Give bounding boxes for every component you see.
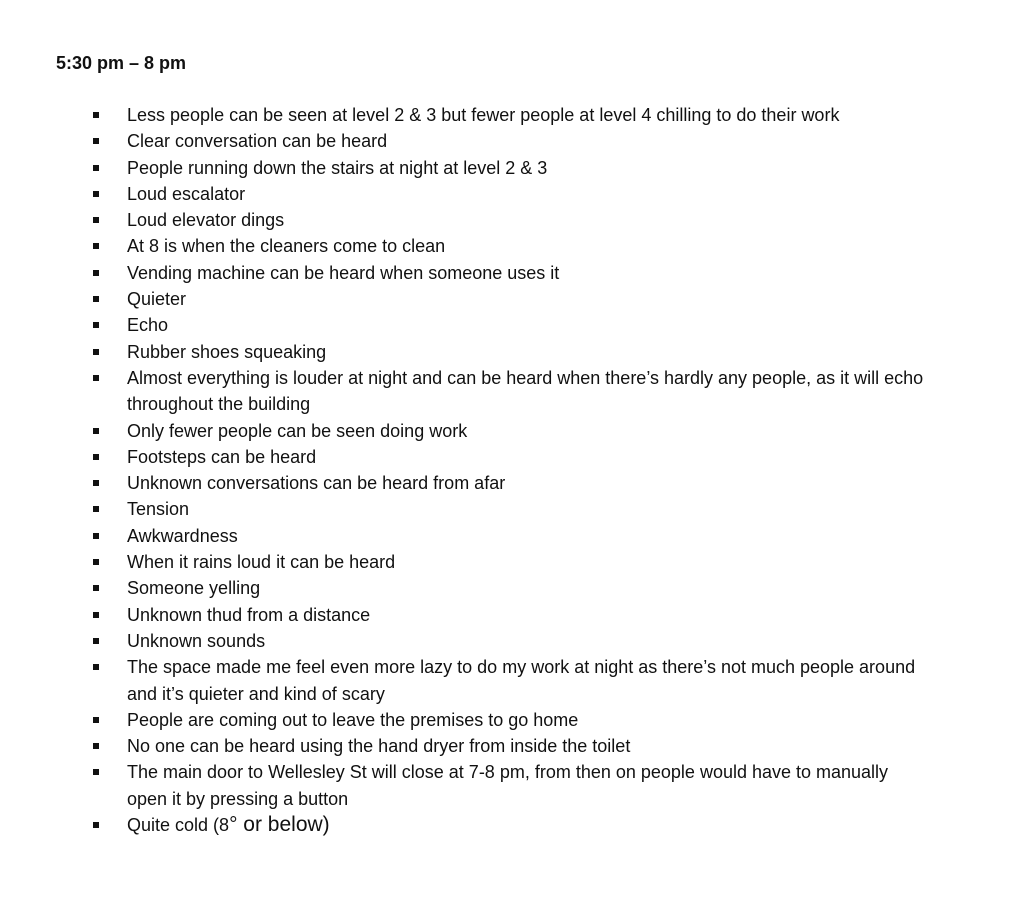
square-bullet-icon [93, 638, 99, 644]
list-item [90, 128, 930, 154]
square-bullet-icon [93, 428, 99, 434]
list-item-text: Clear conversation can be heard [127, 131, 388, 152]
square-bullet-icon [93, 112, 99, 118]
list-item-text: The main door to Wellesley St will close at 7-8 pm, from then on people would have to manually open it by pressing a button [127, 762, 889, 809]
list-item [90, 181, 930, 207]
list-item-text: Quieter [127, 289, 187, 310]
list-item [90, 733, 930, 759]
list-item-text: Awkwardness [127, 525, 238, 546]
list-item [90, 628, 930, 654]
square-bullet-icon [93, 664, 99, 670]
list-item [90, 312, 930, 338]
list-item [90, 233, 930, 259]
list-item [90, 418, 930, 444]
square-bullet-icon [93, 533, 99, 539]
list-item-text: Echo [127, 315, 169, 336]
list-item-text: Unknown sounds [127, 630, 266, 651]
list-item-text: Footsteps can be heard [127, 446, 317, 467]
list-item [90, 155, 930, 181]
square-bullet-icon [93, 506, 99, 512]
list-item [90, 102, 930, 128]
list-item [90, 444, 930, 470]
temperature-note-prefix: Quite cold (8 [127, 815, 230, 836]
observation-list [90, 102, 930, 838]
square-bullet-icon [93, 769, 99, 775]
list-item [90, 707, 930, 733]
list-item-text: Unknown conversations can be heard from afar [127, 473, 506, 494]
list-item-text: Tension [127, 499, 190, 520]
list-item-text: Loud elevator dings [127, 210, 285, 231]
list-item [90, 549, 930, 575]
square-bullet-icon [93, 296, 99, 302]
square-bullet-icon [93, 138, 99, 144]
page-title: 5:30 pm – 8 pm [56, 53, 187, 73]
temperature-note-suffix: ° or below) [229, 813, 330, 837]
square-bullet-icon [93, 822, 99, 828]
list-item [90, 365, 930, 418]
list-item-text: Less people can be seen at level 2 & 3 but fewer people at level 4 chilling to do their work [127, 105, 840, 125]
list-item-text: Almost everything is louder at night and can be heard when there’s hardly any people, as it will echo throughout the building [127, 367, 924, 415]
square-bullet-icon [93, 191, 99, 197]
square-bullet-icon [93, 559, 99, 565]
square-bullet-icon [93, 349, 99, 355]
list-item [90, 654, 930, 707]
list-item-text: No one can be heard using the hand dryer from inside the toilet [127, 736, 631, 757]
list-item [90, 575, 930, 601]
list-item-temperature [90, 812, 930, 838]
square-bullet-icon [93, 217, 99, 223]
square-bullet-icon [93, 165, 99, 171]
list-item-text: People are coming out to leave the premises to go home [127, 709, 579, 730]
list-item [90, 602, 930, 628]
list-item-text: At 8 is when the cleaners come to clean [127, 236, 446, 257]
square-bullet-icon [93, 480, 99, 486]
square-bullet-icon [93, 375, 99, 381]
square-bullet-icon [93, 585, 99, 591]
list-item-text: People running down the stairs at night at level 2 & 3 [127, 157, 548, 178]
list-item-text [127, 812, 930, 838]
square-bullet-icon [93, 322, 99, 328]
list-item-text: Loud escalator [127, 183, 246, 204]
list-item [90, 339, 930, 365]
square-bullet-icon [93, 454, 99, 460]
square-bullet-icon [93, 243, 99, 249]
list-item [90, 470, 930, 496]
list-item-text: Only fewer people can be seen doing work [127, 420, 468, 441]
list-item [90, 523, 930, 549]
square-bullet-icon [93, 743, 99, 749]
list-item-text: Vending machine can be heard when someone uses it [127, 262, 560, 283]
square-bullet-icon [93, 717, 99, 723]
list-item-text: When it rains loud it can be heard [127, 552, 396, 573]
list-item [90, 207, 930, 233]
list-item [90, 260, 930, 286]
list-item [90, 496, 930, 522]
square-bullet-icon [93, 270, 99, 276]
list-item-text: Someone yelling [127, 578, 261, 599]
square-bullet-icon [93, 612, 99, 618]
list-item-text: Rubber shoes squeaking [127, 341, 327, 362]
list-item [90, 286, 930, 312]
list-item-text: The space made me feel even more lazy to do my work at night as there’s not much people around and it’s quieter and kind of scary [127, 657, 916, 704]
list-item-text: Unknown thud from a distance [127, 604, 371, 625]
list-item [90, 759, 930, 812]
